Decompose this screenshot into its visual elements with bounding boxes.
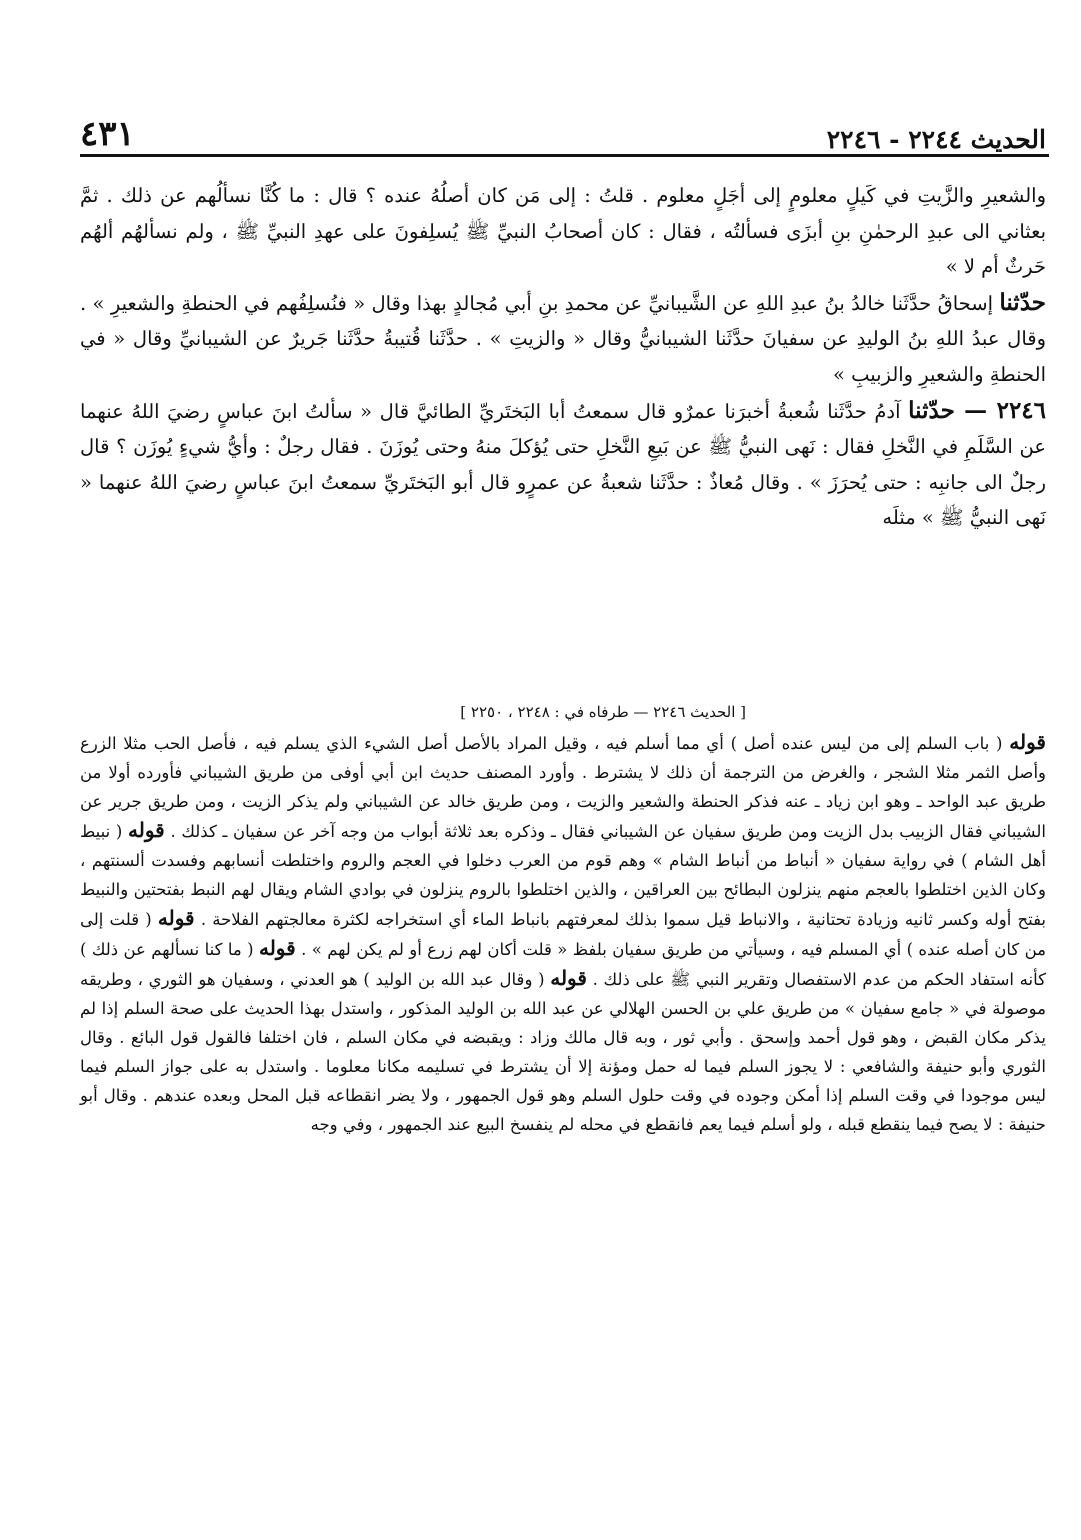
commentary-text: ( قلت إلى من كان أصله عنده ) أي المسلم فيه ، وسيأتي من طريق سفيان بلفظ « قلت أكان لهم زرع أو لم يكن لهم » . bbox=[80, 910, 1046, 959]
hadith-text bbox=[80, 178, 1046, 536]
commentary-text: ( وقال عبد الله بن الوليد ) هو العدني ، وسفيان هو الثوري ، وطريقه موصولة في « جامع سفيان » من طريق علي بن الحسن الهلالي عن عبد الله بن الوليد المذكور ، واستدل بهذا الحديث على صحة السلم إذا لم يذكر مكان القبض ، وهو قول أحمد وإسحق . وأبي ثور ، وبه قال مالك وزاد : ويقبضه في مكان السلم ، فان اختلفا فالقول قول البائع . وقال الثوري وأبو حنيفة والشافعي : لا يجوز السلم فيما له حمل ومؤنة إلا أن يشترط في تسليمه مكانا معلوما . واستدل به على جواز السلم فيما ليس موجودا في وقت السلم إذا أمكن وجوده في وقت حلول السلم وهو قول الجمهور ، ولا يضر انقطاعه قبل المحل وبعده عندهم . وقال أبو حنيفة : لا يصح فيما ينقطع قبله ، ولو أسلم فيما يعم فانقطع في محله لم ينفسخ البيع عند الجمهور ، وفي وجه bbox=[80, 970, 1046, 1134]
qawluh-marker: قوله bbox=[550, 966, 587, 990]
commentary-text: ( نبيط أهل الشام ) في رواية سفيان « أنباط من أنباط الشام » وهم قوم من العرب دخلوا في العجم والروم واختلطت أنسابهم وفسدت ألسنتهم ، وكان الذين اختلطوا بالعجم منهم ينزلون البطائح بين العراقين ، والذين اختلطوا بالروم ينزلون في بوادي الشام ويقال لهم النبط بفتحتين والنبيط بفتح أوله وكسر ثانيه وزيادة تحتانية ، والانباط قيل سموا بذلك لمعرفتهم بانباط الماء أي استخراجه لكثرة معالجتهم الفلاحة . bbox=[80, 822, 1047, 929]
commentary bbox=[80, 728, 1046, 1139]
hadith-text-line: والشعيرِ والزَّيتِ في كَيلٍ معلومٍ إلى أجَلٍ معلوم . قلتُ : إلى مَن كان أصلُهُ عنده ؟ قال : ما كُنَّا نسألُهم عن ذلك . ثمَّ بعثاني الى عبدِ الرحمٰنِ بنِ أبزَى فسألتُه ، فقال : كان أصحابُ النبيِّ ﷺ يُسلِفونَ على عهدِ النبيِّ ﷺ ، ولم نسألهُم ألهُم حَرثٌ أم لا » bbox=[80, 184, 1046, 279]
page-number: ٤٣١ bbox=[80, 114, 135, 154]
commentary-text: ( باب السلم إلى من ليس عنده أصل ) أي مما أسلم فيه ، وقيل المراد بالأصل أصل الشيء الذي يسلم فيه ، فأصل الحب مثلا الزرع وأصل الثمر مثلا الشجر ، والغرض من الترجمة أن ذلك لا يشترط . وأورد المصنف حديث ابن أبي أوفى من طريق الشيباني فأورده أولا من طريق عبد الواحد ـ وهو ابن زياد ـ عنه فذكر الحنطة والشعير والزيت ، ومن طريق خالد عن الشيباني ولم يذكر الزيت ، ومن طريق جرير عن الشيباني فقال الزبيب بدل الزيت ومن طريق سفيان عن الشيباني فقال ـ وذكره بعد ثلاثة أبواب من وجه آخر عن سفيان ـ كذلك . bbox=[80, 734, 1046, 841]
qawluh-marker: قوله bbox=[258, 936, 296, 960]
running-title: الحديث ٢٢٤٤ - ٢٢٤٦ bbox=[826, 125, 1046, 154]
hadith-reference: [ الحديث ٢٢٤٦ — طرفاه في : ٢٢٤٨ ، ٢٢٥٠ ] bbox=[460, 703, 746, 721]
haddathana-heading: حدّثنا bbox=[999, 288, 1046, 316]
qawluh-marker: قوله bbox=[1009, 730, 1046, 754]
hadith-text-line: آدمُ حدَّثَنا شُعبةُ أخبرَنا عمرٌو قال سمعتُ أبا البَختَريِّ الطائيَّ قال « سألتُ ابنَ عباسٍ رضيَ اللهُ عنهما عن السَّلَمِ في النَّخلِ فقال : نَهى النبيُّ ﷺ عن بَيعِ النَّخلِ حتى يُؤكلَ منهُ وحتى يُوزَنَ . فقال رجلٌ : وأيُّ شيءٍ يُوزَن ؟ قال رجلٌ الى جانبِه : حتى يُحرَزَ » . وقال مُعاذٌ : حدَّثَنا شعبةُ عن عمرٍو قال أبو البَختَريِّ سمعتُ ابنَ عباسٍ رضيَ اللهُ عنهما « نَهى النبيُّ ﷺ » مثلَه bbox=[80, 399, 1046, 530]
hadith-paragraph bbox=[80, 178, 1046, 285]
qawluh-marker: قوله bbox=[128, 818, 165, 842]
hadith-number-heading: ٢٢٤٦ — حدّثنا bbox=[908, 396, 1047, 424]
commentary-paragraph bbox=[80, 728, 1046, 1139]
commentary-text: ( ما كنا نسألهم عن ذلك ) كأنه استفاد الحكم من عدم الاستفصال وتقرير النبي ﷺ على ذلك . bbox=[80, 940, 1047, 989]
qawluh-marker: قوله bbox=[157, 906, 195, 930]
header-rule bbox=[80, 154, 1049, 157]
hadith-paragraph bbox=[80, 393, 1046, 536]
hadith-text-line: إسحاقُ حدَّثَنا خالدُ بنُ عبدِ اللهِ عن الشَّيبانيِّ عن محمدِ بنِ أبي مُجالدٍ بهذا وقال « فنُسلِفُهم في الحنطةِ والشعيرِ » . وقال عبدُ اللهِ بنُ الوليدِ عن سفيانَ حدَّثَنا الشيبانيُّ وقال « والزيتِ » . حدَّثَنا قُتيبةُ حدَّثَنا جَريرٌ عن الشيبانيِّ وقال « في الحنطةِ والشعيرِ والزبيبِ » bbox=[80, 291, 1046, 386]
hadith-paragraph bbox=[80, 285, 1046, 393]
page-header bbox=[80, 108, 1046, 154]
